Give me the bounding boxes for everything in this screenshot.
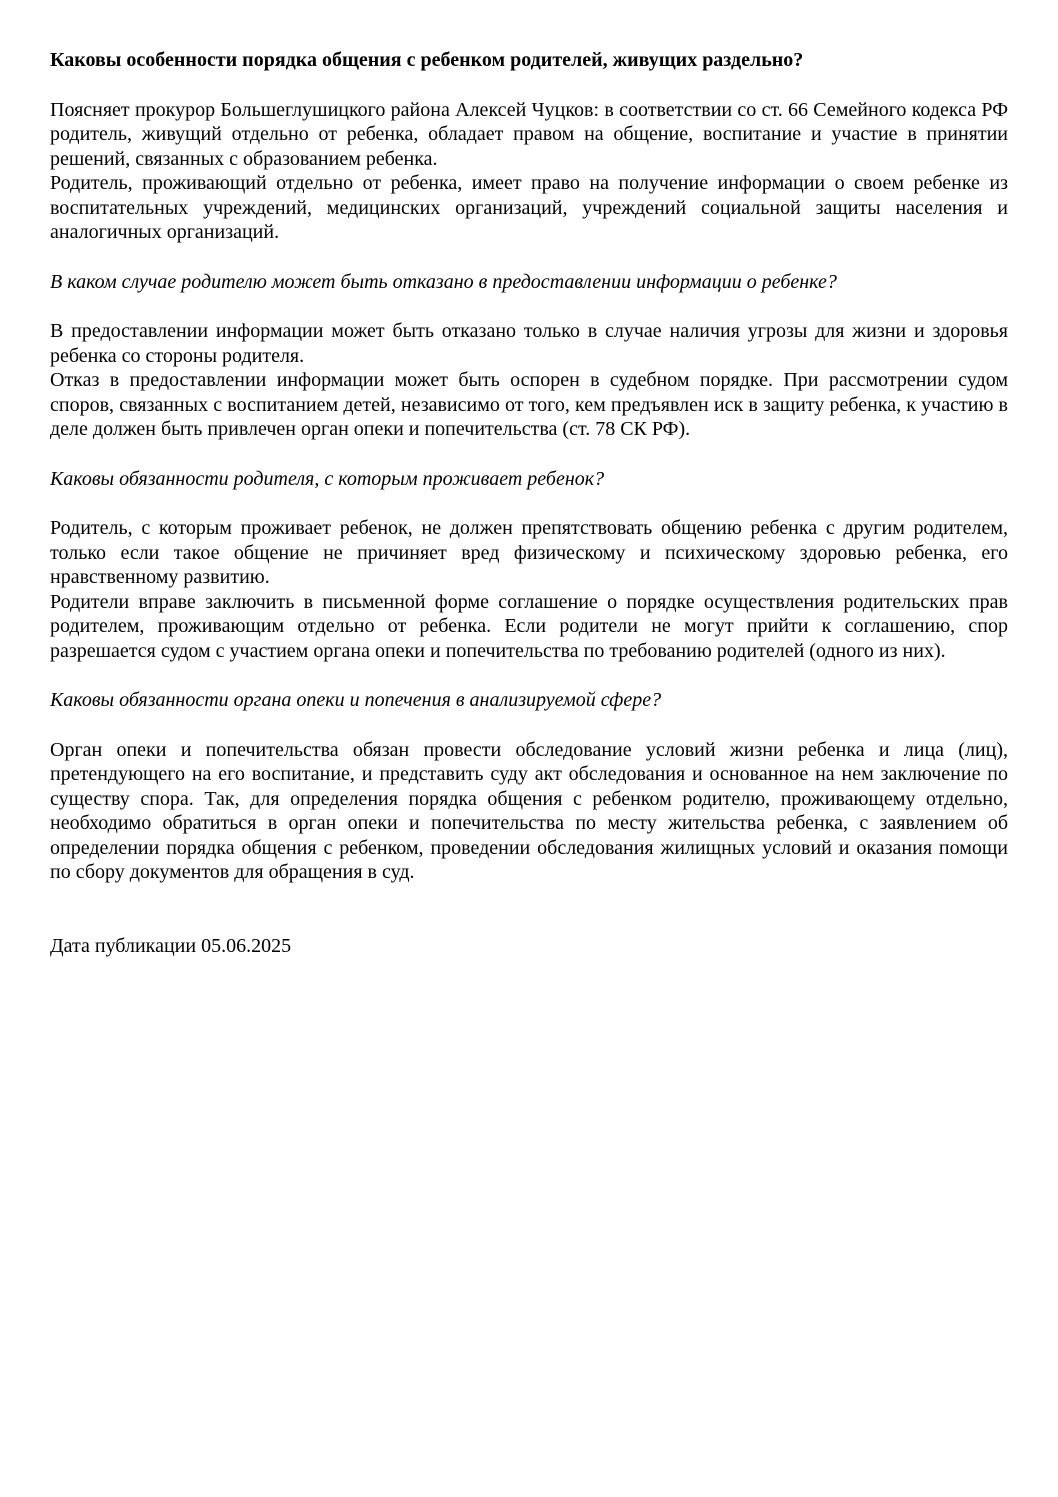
question-heading: В каком случае родителю может быть отказано в предоставлении информации о ребенке? — [50, 270, 837, 293]
document-page — [50, 48, 1008, 958]
paragraph: Поясняет прокурор Большеглушицкого района Алексей Чуцков: в соответствии со ст. 66 Семейного кодекса РФ родитель, живущий отдельно от ребенка, обладает правом на общение, воспитание и участие в принятии решений, связанных с образованием ребенка. — [50, 98, 1008, 170]
question-heading: Каковы обязанности родителя, с которым проживает ребенок? — [50, 467, 605, 490]
document-title: Каковы особенности порядка общения с ребенком родителей, живущих раздельно? — [50, 49, 804, 71]
section-1 — [50, 98, 1008, 245]
paragraph: Родители вправе заключить в письменной форме соглашение о порядке осуществления родительских прав родителем, проживающим отдельно от ребенка. Если родители не могут прийти к соглашению, спор разрешается судом с участием органа опеки и попечительства по требованию родителей (одного из них). — [50, 590, 1008, 662]
question-heading: Каковы обязанности органа опеки и попечения в анализируемой сфере? — [50, 689, 662, 711]
publication-date: Дата публикации 05.06.2025 — [50, 934, 292, 957]
paragraph: Родитель, проживающий отдельно от ребенка, имеет право на получение информации о своем ребенке из воспитательных учреждений, медицинских организаций, учреждений социальной защиты населения и аналогичных организаций. — [50, 172, 1008, 243]
section-3 — [50, 516, 1008, 663]
section-4 — [50, 738, 1008, 885]
paragraph: В предоставлении информации может быть отказано только в случае наличия угрозы для жизни и здоровья ребенка со стороны родителя. — [50, 320, 1008, 367]
paragraph: Родитель, с которым проживает ребенок, не должен препятствовать общению ребенка с другим родителем, только если такое общение не причиняет вред физическому и психическому здоровью ребенка, его нравственному развитию. — [50, 517, 1008, 588]
section-2 — [50, 319, 1008, 442]
paragraph: Орган опеки и попечительства обязан провести обследование условий жизни ребенка и лица (лиц), претендующего на его воспитание, и представить суду акт обследования и основанное на нем заключение по существу спора. Так, для определения порядка общения с ребенком родителю, проживающему отдельно, необходимо обратиться в орган опеки и попечительства по месту жительства ребенка, с заявлением об определении порядка общения с ребенком, проведении обследования жилищных условий и оказания помощи по сбору документов для обращения в суд. — [50, 738, 1008, 883]
paragraph: Отказ в предоставлении информации может быть оспорен в судебном порядке. При рассмотрении судом споров, связанных с воспитанием детей, независимо от того, кем предъявлен иск в защиту ребенка, к участию в деле должен быть привлечен орган опеки и попечительства (ст. 78 СК РФ). — [50, 369, 1008, 440]
